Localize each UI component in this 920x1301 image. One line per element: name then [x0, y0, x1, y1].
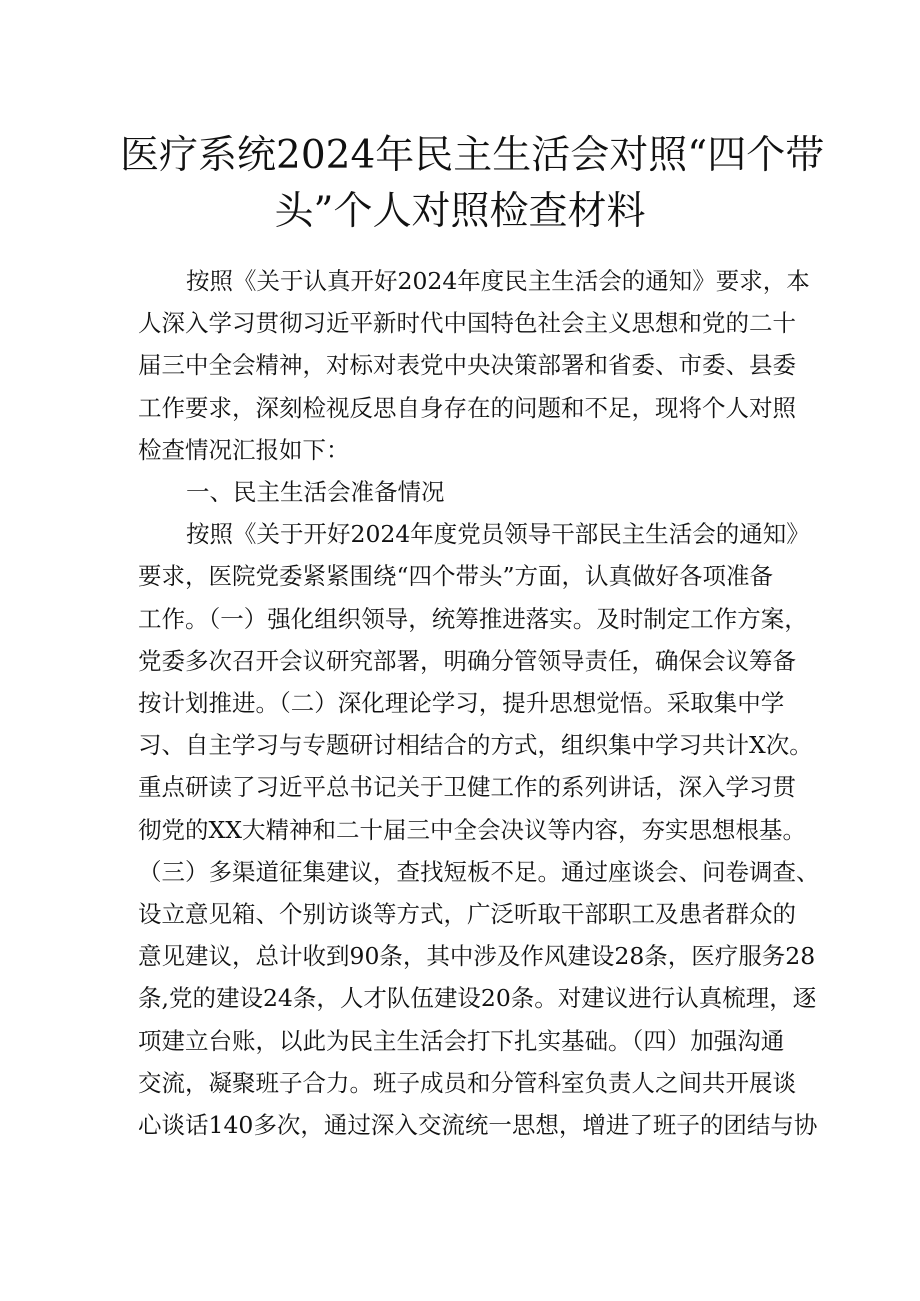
text-line: 心谈话140多次，通过深入交流统一思想，增进了班子的团结与协 — [138, 1111, 818, 1140]
text-line: 设立意见箱、个别访谈等方式，广泛听取干部职工及患者群众的 — [138, 900, 796, 929]
text-line: 重点研读了习近平总书记关于卫健工作的系列讲话，深入学习贯 — [138, 773, 796, 802]
text-line: 届三中全会精神，对标对表党中央决策部署和省委、市委、县委 — [138, 351, 796, 380]
text-line: 按计划推进。（二）深化理论学习，提升思想觉悟。采取集中学 — [138, 689, 785, 718]
text-line: 检查情况汇报如下： — [138, 435, 350, 464]
text-line: 党委多次召开会议研究部署，明确分管领导责任，确保会议筹备 — [138, 646, 796, 675]
text-line: 工作要求，深刻检视反思自身存在的问题和不足，现将个人对照 — [138, 393, 796, 422]
text-line: 项建立台账，以此为民主生活会打下扎实基础。（四）加强沟通 — [138, 1026, 785, 1055]
text-line: （三）多渠道征集建议，查找短板不足。通过座谈会、问卷调查、 — [138, 857, 820, 886]
document-body — [138, 260, 820, 1146]
text-line: 工作。（一）强化组织领导，统筹推进落实。及时制定工作方案， — [138, 604, 808, 633]
section-paragraph — [138, 513, 820, 1146]
intro-paragraph — [138, 260, 810, 471]
text-line: 习、自主学习与专题研讨相结合的方式，组织集中学习共计X次。 — [138, 731, 813, 760]
text-line: 交流，凝聚班子合力。班子成员和分管科室负责人之间共开展谈 — [138, 1068, 796, 1097]
text-line: 人深入学习贯彻习近平新时代中国特色社会主义思想和党的二十 — [138, 309, 796, 338]
text-line: 按照《关于开好2024年度党员领导干部民主生活会的通知》 — [186, 520, 810, 549]
section-heading — [138, 471, 798, 513]
text-line: 条,党的建设24条，人才队伍建设20条。对建议进行认真梳理，逐 — [138, 984, 817, 1013]
text-line: 按照《关于认真开好2024年度民主生活会的通知》要求，本 — [186, 267, 810, 295]
document-title — [120, 128, 825, 240]
text-line: 要求，医院党委紧紧围绕“四个带头”方面，认真做好各项准备 — [138, 562, 774, 591]
title-line: 头”个人对照检查材料 — [274, 189, 646, 234]
title-line: 医疗系统2024年民主生活会对照“四个带 — [120, 133, 825, 178]
text-line: 意见建议，总计收到90条，其中涉及作风建设28条，医疗服务28 — [138, 942, 816, 971]
section-heading-text: 一、民主生活会准备情况 — [186, 478, 445, 507]
text-line: 彻党的XX大精神和二十届三中全会决议等内容，夯实思想根基。 — [138, 815, 806, 844]
